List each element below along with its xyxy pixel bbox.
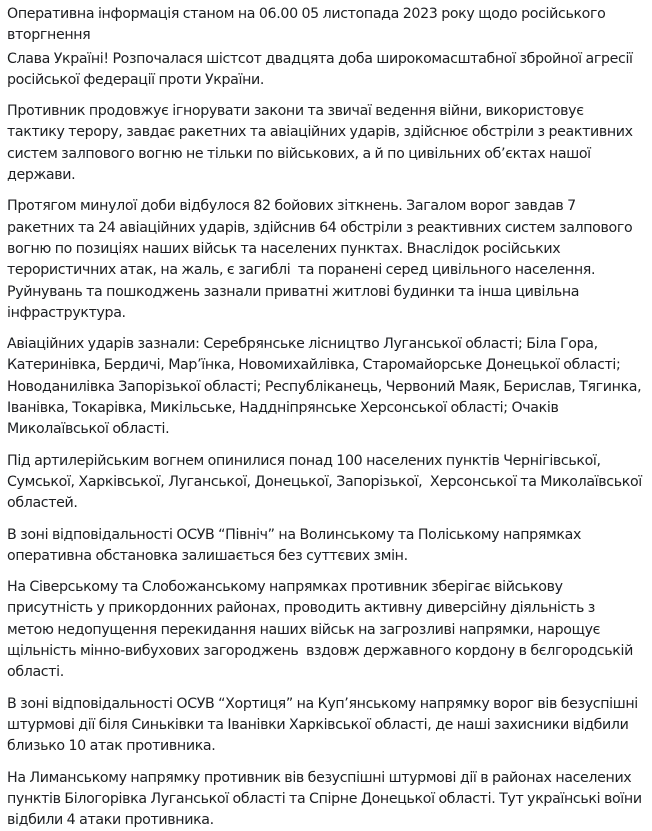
post-paragraph: Під артилерійським вогнем опинилися понад 100 населених пунктів Чернігівської, Сумської, Харківської, Луганської, Донецької, Запорізької, Херсонської та Миколаївської областей. bbox=[7, 451, 644, 515]
post-paragraph: Противник продовжує ігнорувати закони та звичаї ведення війни, використовує тактику терору, завдає ракетних та авіаційних ударів, здійснює обстріли з реактивних систем залпового вогню не тільки по військових, а й по цивільних об’єктах нашої держави. bbox=[7, 101, 644, 186]
post-paragraph: На Сіверському та Слобожанському напрямках противник зберігає військову присутність у прикордонних районах, проводить активну диверсійну діяльність з метою недопущення перекидання наших військ на загрозливі напрямки, нарощує щільність мінно-вибухових загороджень вздовж державного кордону в бєлгородській області. bbox=[7, 577, 644, 683]
post-title: Оперативна інформація станом на 06.00 05 листопада 2023 року щодо російського вторгнення bbox=[7, 4, 644, 47]
post-paragraph: Слава Україні! Розпочалася шістсот двадцята доба широкомасштабної збройної агресії російської федерації проти України. bbox=[7, 49, 644, 92]
post-paragraph: В зоні відповідальності ОСУВ “Північ” на Волинському та Поліському напрямках оперативна обстановка залишається без суттєвих змін. bbox=[7, 525, 644, 568]
post-paragraph: На Лиманському напрямку противник вів безуспішні штурмові дії в районах населених пунктів Білогорівка Луганської області та Спірне Донецької області. Тут українські воїни відбили 4 атаки противника. bbox=[7, 768, 644, 831]
post-paragraph: Авіаційних ударів зазнали: Серебрянське лісництво Луганської області; Біла Гора, Катеринівка, Бердичі, Мар’їнка, Новомихайлівка, Старомайорське Донецької області; Новоданилівка Запорізької області; Республіканець, Червоний Маяк, Берислав, Тягинка, Іванівка, Токарівка, Микільське, Наддніпрянське Херсонської області; Очаків Миколаївської області. bbox=[7, 334, 644, 440]
post-paragraph: Протягом минулої доби відбулося 82 бойових зіткнень. Загалом ворог завдав 7 ракетних та 24 авіаційних ударів, здійснив 64 обстріли з реактивних систем залпового вогню по позиціях наших військ та населених пунктах. Внаслідок російських терористичних атак, на жаль, є загиблі та поранені серед цивільного населення. Руйнувань та пошкоджень зазнали приватні житлові будинки та інша цивільна інфраструктура. bbox=[7, 196, 644, 324]
post-paragraph: В зоні відповідальності ОСУВ “Хортиця” на Куп’янському напрямку ворог вів безуспішні штурмові дії біля Синьківки та Іванівки Харківської області, де наші захисники відбили близько 10 атак противника. bbox=[7, 694, 644, 758]
